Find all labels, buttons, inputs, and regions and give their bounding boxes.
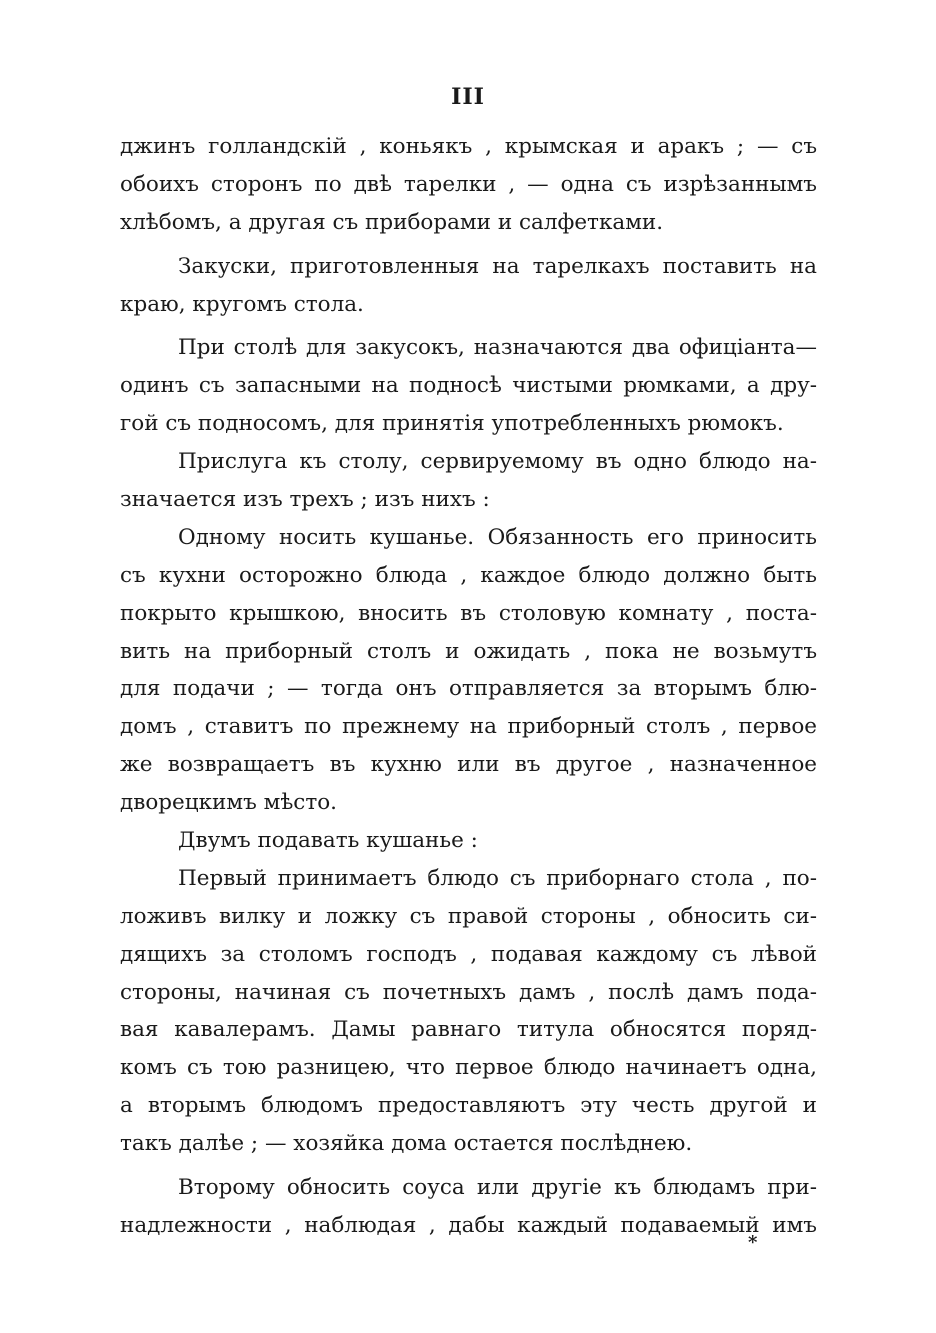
text-line: обоихъ сторонъ по двѣ тарелки , — одна съ изрѣзаннымъ xyxy=(120,171,817,197)
text-line: стороны, начиная съ почетныхъ дамъ , послѣ дамъ пода- xyxy=(120,979,817,1005)
text-line: Прислуга къ столу, сервируемому въ одно блюдо на- xyxy=(178,449,817,475)
text-line: вить на приборный столъ и ожидать , пока не возьмутъ xyxy=(120,638,817,664)
text-line: джинъ голландскій , коньякъ , крымская и аракъ ; — съ xyxy=(120,134,817,159)
text-line: краю, кругомъ стола. xyxy=(120,291,364,317)
text-line: для подачи ; — тогда онъ отправляется за вторымъ блю- xyxy=(120,676,817,702)
text-line: ложивъ вилку и ложку съ правой стороны , обносить си- xyxy=(120,903,817,929)
text-line: При столѣ для закусокъ, назначаются два офиціанта— xyxy=(178,335,817,361)
page-number: III xyxy=(451,84,485,110)
text-line: а вторымъ блюдомъ предоставляютъ эту честь другой и xyxy=(120,1093,817,1119)
signature-mark: * xyxy=(748,1232,758,1253)
text-line: съ кухни осторожно блюда , каждое блюдо должно быть xyxy=(120,562,817,588)
text-line: одинъ съ запасными на подносѣ чистыми рюмками, а дру- xyxy=(120,373,817,399)
text-line: дворецкимъ мѣсто. xyxy=(120,790,338,816)
text-line: Закуски, приготовленныя на тарелкахъ поставить на xyxy=(178,253,817,279)
text-line: Первый принимаетъ блюдо съ приборнаго стола , по- xyxy=(178,865,817,891)
text-line: надлежности , наблюдая , дабы каждый подаваемый имъ xyxy=(120,1212,817,1238)
text-line: же возвращаетъ въ кухню или въ другое , назначенное xyxy=(120,752,817,778)
body-text xyxy=(120,128,817,1245)
text-line: домъ , ставитъ по прежнему на приборный столъ , первое xyxy=(120,714,817,740)
text-line: такъ далѣе ; — хозяйка дома остается послѣднею. xyxy=(120,1131,693,1157)
text-line: хлѣбомъ, а другая съ приборами и салфетками. xyxy=(120,209,664,235)
text-line: значается изъ трехъ ; изъ нихъ : xyxy=(120,487,490,513)
text-line: комъ съ тою разницею, что первое блюдо начинаетъ одна, xyxy=(120,1055,817,1081)
text-line: дящихъ за столомъ господъ , подавая каждому съ лѣвой xyxy=(120,941,817,967)
text-line: вая кавалерамъ. Дамы равнаго титула обносятся поряд- xyxy=(120,1017,817,1043)
text-line: гой съ подносомъ, для принятія употребленныхъ рюмокъ. xyxy=(120,411,784,437)
text-line: покрыто крышкою, вносить въ столовую комнату , поста- xyxy=(120,600,817,626)
text-line: Одному носить кушанье. Обязанность его приносить xyxy=(178,524,817,550)
text-line: Второму обносить соуса или другіе къ блюдамъ при- xyxy=(178,1175,817,1201)
text-line: Двумъ подавать кушанье : xyxy=(178,828,478,854)
